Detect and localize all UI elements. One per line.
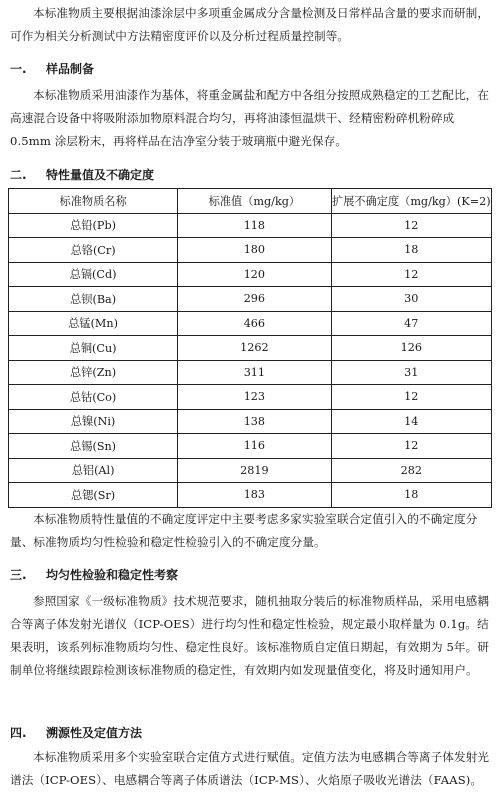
material-cell: 总钴(Co) <box>9 385 178 410</box>
value-cell: 118 <box>178 213 331 238</box>
section-3-heading <box>10 566 178 583</box>
table-row <box>9 385 492 410</box>
material-cell: 总锶(Sr) <box>9 483 178 508</box>
uncertainty-cell: 12 <box>331 213 491 238</box>
intro-paragraph: 本标准物质主要根据油漆涂层中多项重金属成分含量检测及日常样品含量的要求而研制，可作为相关分析测试中方法精密度评价以及分析过程质量控制等。 <box>10 6 490 43</box>
material-cell: 总镍(Ni) <box>9 409 178 434</box>
material-cell: 总镉(Cd) <box>9 262 178 287</box>
section-4-title: 溯源性及定值方法 <box>46 726 143 740</box>
material-cell: 总钡(Ba) <box>9 287 178 312</box>
value-cell: 120 <box>178 262 331 287</box>
uncertainty-cell: 30 <box>331 287 491 312</box>
material-cell: 总铜(Cu) <box>9 336 178 361</box>
table-row <box>9 238 492 263</box>
section-2-title: 特性量值及不确定度 <box>46 168 155 182</box>
value-cell: 1262 <box>178 336 331 361</box>
value-cell: 311 <box>178 360 331 385</box>
header-material-name: 标准物质名称 <box>9 189 178 214</box>
reference-values-table <box>8 188 492 508</box>
table-row <box>9 434 492 459</box>
section-4-number: 四. <box>10 726 27 740</box>
material-cell: 总锡(Sn) <box>9 434 178 459</box>
value-cell: 296 <box>178 287 331 312</box>
uncertainty-cell: 18 <box>331 483 491 508</box>
value-cell: 466 <box>178 311 331 336</box>
material-cell: 总铬(Cr) <box>9 238 178 263</box>
section-4-paragraph: 本标准物质采用多个实验室联合定值方式进行赋值。定值方法为电感耦合等离子体发射光谱法（ICP-OES）、电感耦合等离子体质谱法（ICP-MS）、火焰原子吸收光谱法（FAAS)。 <box>10 750 490 787</box>
table-row <box>9 360 492 385</box>
material-cell: 总锰(Mn) <box>9 311 178 336</box>
table-row <box>9 336 492 361</box>
value-cell: 2819 <box>178 458 331 483</box>
table-row <box>9 483 492 508</box>
value-cell: 138 <box>178 409 331 434</box>
value-cell: 116 <box>178 434 331 459</box>
section-2-note: 本标准物质特性量值的不确定度评定中主要考虑多家实验室联合定值引入的不确定度分量、标准物质均匀性检验和稳定性检验引入的不确定度分量。 <box>10 512 478 549</box>
uncertainty-cell: 14 <box>331 409 491 434</box>
section-4-heading <box>10 724 142 741</box>
material-cell: 总锌(Zn) <box>9 360 178 385</box>
value-cell: 123 <box>178 385 331 410</box>
header-standard-value: 标准值（mg/kg） <box>178 189 331 214</box>
section-1-number: 一. <box>10 62 27 76</box>
table-row <box>9 262 492 287</box>
table-row <box>9 311 492 336</box>
uncertainty-cell: 18 <box>331 238 491 263</box>
value-cell: 183 <box>178 483 331 508</box>
material-cell: 总铅(Pb) <box>9 213 178 238</box>
table-row <box>9 213 492 238</box>
section-1-title: 样品制备 <box>46 62 95 76</box>
header-uncertainty: 扩展不确定度（mg/kg）(K=2) <box>331 189 491 214</box>
section-3-paragraph: 参照国家《一级标准物质》技术规范要求，随机抽取分装后的标准物质样品，采用电感耦合等离子体发射光谱仪（ICP-OES）进行均匀性和稳定性检验，规定最小取样量为 0.1g。结果表明，该系列标准物质均匀性、稳定性良好。该标准物质自定值日期起，有效期为 5年。研制单位将继续跟踪检测该标准物质的稳定性，有效期内如发现量值变化，将及时通知用户。 <box>10 594 490 677</box>
table-row <box>9 287 492 312</box>
value-cell: 180 <box>178 238 331 263</box>
section-2-number: 二. <box>10 168 27 182</box>
section-1-heading <box>10 60 94 77</box>
section-1-paragraph: 本标准物质采用油漆作为基体，将重金属盐和配方中各组分按照成熟稳定的工艺配比，在高速混合设备中将吸附添加物原料混合均匀，再将油漆恒温烘干、经精密粉碎机粉碎成0.5mm 涂层粉末，再将样品在洁净室分装于玻璃瓶中避光保存。 <box>10 88 490 148</box>
section-2-heading <box>10 166 154 183</box>
table-row <box>9 458 492 483</box>
uncertainty-cell: 31 <box>331 360 491 385</box>
table-header-row <box>9 189 492 214</box>
uncertainty-cell: 12 <box>331 434 491 459</box>
material-cell: 总铝(Al) <box>9 458 178 483</box>
uncertainty-cell: 126 <box>331 336 491 361</box>
uncertainty-cell: 282 <box>331 458 491 483</box>
table-row <box>9 409 492 434</box>
uncertainty-cell: 12 <box>331 262 491 287</box>
uncertainty-cell: 47 <box>331 311 491 336</box>
uncertainty-cell: 12 <box>331 385 491 410</box>
section-3-number: 三. <box>10 568 27 582</box>
section-3-title: 均匀性检验和稳定性考察 <box>46 568 179 582</box>
